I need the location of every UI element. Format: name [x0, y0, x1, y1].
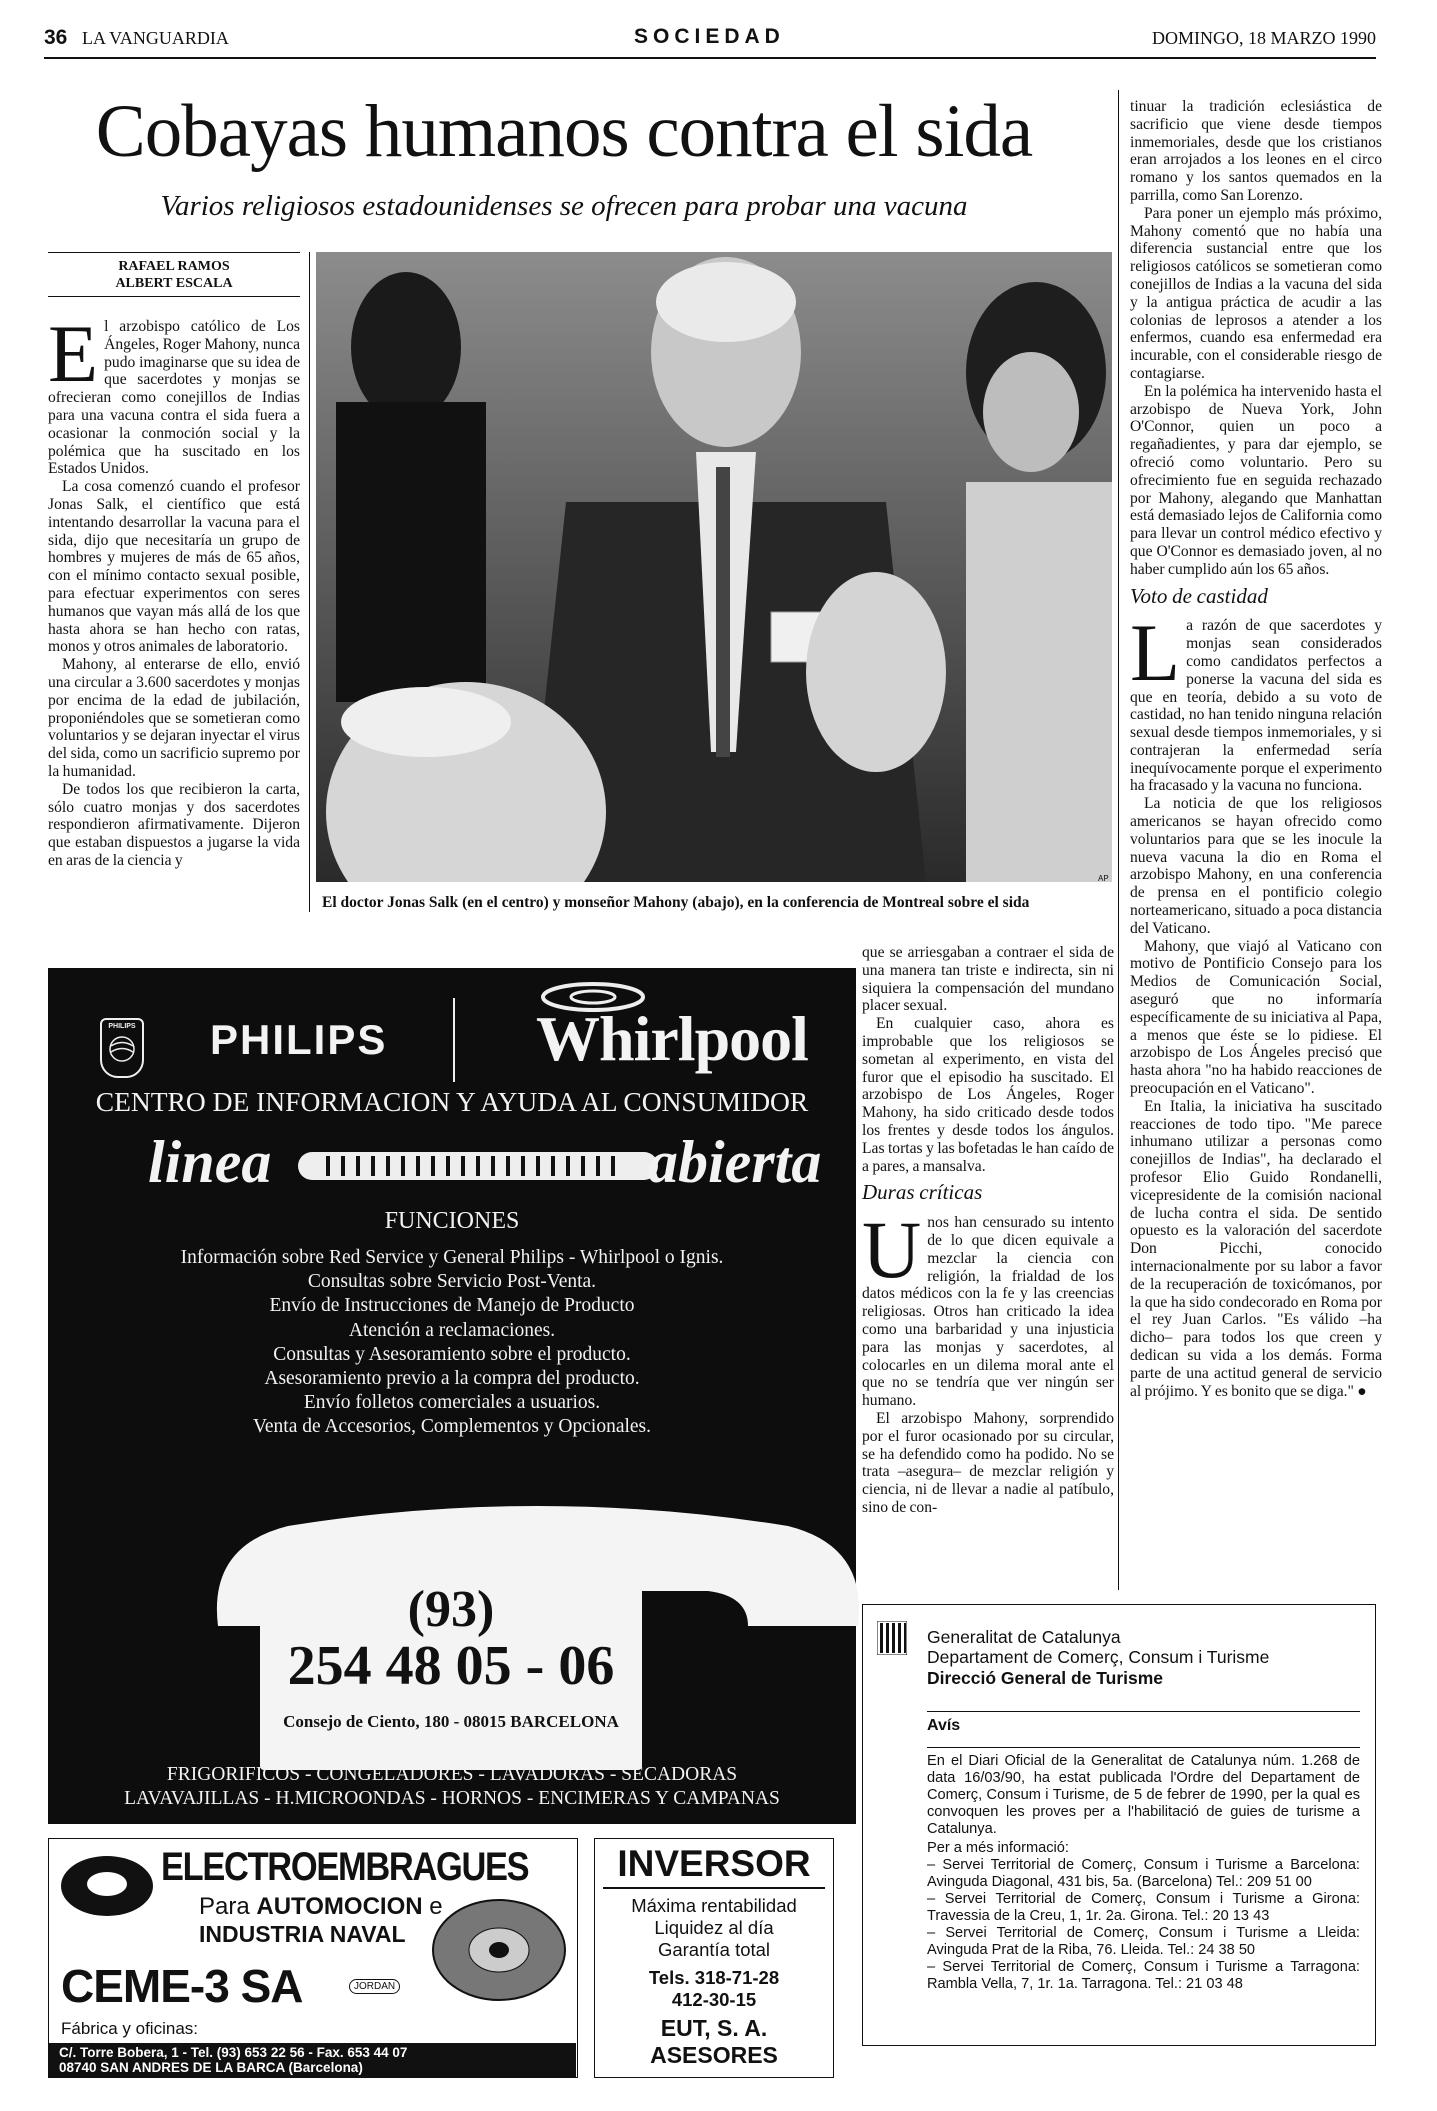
inversor-company: EUT, S. A. [660, 2015, 768, 2041]
funcion-line: Consultas sobre Servicio Post-Venta. [307, 1271, 597, 1293]
author-2: ALBERT ESCALA [115, 276, 233, 291]
e-word: e [429, 1893, 443, 1920]
electro-address-2: 08740 SAN ANDRES DE LA BARCA (Barcelona) [59, 2060, 363, 2075]
article-title: Cobayas humanos contra el sida [95, 90, 1033, 173]
funciones-list [48, 1246, 856, 1440]
right-paragraph-7 [1130, 1098, 1382, 1401]
funcion-line: Atención a reclamaciones. [348, 1319, 556, 1341]
generalitat-emblem-icon [877, 1621, 907, 1655]
clutch-disc-icon [429, 1895, 569, 2005]
article-subtitle: Varios religiosos estadounidenses se ofrecen para probar una vacuna [160, 190, 968, 222]
avis-body [927, 1753, 1360, 1993]
article-column-mid [862, 944, 1114, 1517]
linea-word: linea [148, 1129, 272, 1195]
electro-address-1: C/. Torre Bobera, 1 - Tel. (93) 653 22 56 - Fax. 653 44 07 [59, 2045, 408, 2060]
automocion-line [199, 1893, 443, 1921]
dropcap-l: L [1130, 607, 1181, 699]
inversor-ad [594, 1838, 834, 2078]
inversor-title: INVERSOR [617, 1843, 811, 1884]
avis-office: – Servei Territorial de Comerç, Consum i Turisme a Girona: Travessia de la Creu, 1, 1r. 2a. Girona. Tel.: 20 13 43 [927, 1891, 1360, 1924]
ceme-brand: CEME-3 SA [61, 1960, 303, 2012]
mid-paragraph-1: que se arriesgaban a contraer el sida de una manera tan triste e indirecta, sin ni siquiera la compensación del mundano placer sexual. [862, 944, 1114, 1015]
right-paragraph-4: a razón de que sacerdotes y monjas sean considerados como candidatos perfectos a ponerse la vacuna del sida es que en teoría, debido a su voto de castidad, no han tenido ninguna relación sexual desde tiempos inmemoriales, y si contrajeran la enfermedad sería inequívocamente porque el experimento ha fracasado y la vacuna no funciona. [1130, 617, 1382, 795]
electroembragues-title: ELECTROEMBRAGUES [161, 1845, 529, 1889]
news-photo [316, 252, 1112, 882]
fabrica-label: Fábrica y oficinas: [61, 2019, 198, 2038]
phone-cord-icon [298, 1146, 658, 1186]
avis-office: – Servei Territorial de Comerç, Consum i Turisme a Barcelona: Avinguda Diagonal, 431 bis, 5a. (Barcelona) Tel.: 209 51 00 [927, 1857, 1360, 1890]
col1-paragraph-3: Mahony, al enterarse de ello, envió una circular a 3.600 sacerdotes y monjas por encima de la edad de jubilación, proponiéndoles que se sometieran como voluntarios y se dejaran inyectar el virus del sida, como un sacrificio supremo por la humanidad. [48, 656, 300, 780]
generalitat-rule-1 [927, 1711, 1360, 1712]
funcion-line: Venta de Accesorios, Complementos y Opcionales. [252, 1416, 652, 1438]
page-header [44, 22, 1376, 52]
right-paragraph-1: tinuar la tradición eclesiástica de sacrificio que viene desde tiempos inmemoriales, desde que los cristianos eran arrojados a los leones en el circo romano y los santos quemados en la parrilla, como San Lorenzo. [1130, 98, 1382, 204]
inversor-tel-2: 412-30-15 [671, 1989, 757, 2010]
mid-paragraph-3: nos han censurado su intento de lo que dicen equivale a mezclar la ciencia con religión, la frialdad de los datos médicos con la fe y las creencias religiosas. Otros han criticado la idea como una barbaridad y una injusticia para las monjas y sacerdotes, al colocarles en un dilema moral ante el que no se tendría que ver ningún ser humano. [862, 1214, 1114, 1410]
col1-paragraph-4: De todos los que recibieron la carta, sólo cuatro monjas y dos sacerdotes respondieron afirmativamente. Dijeron que estaban dispuestos a jugarse la vida en aras de la ciencia y [48, 780, 300, 869]
subhead-voto-de-castidad: Voto de castidad [1130, 583, 1268, 608]
funcion-line: Envío de Instrucciones de Manejo de Producto [269, 1295, 635, 1317]
avis-office: – Servei Territorial de Comerç, Consum i Turisme a Tarragona: Rambla Vella, 7, 1r. 1a. Tarragona. Tel.: 21 03 48 [927, 1959, 1360, 1992]
clutch-ring-icon [57, 1851, 157, 1921]
inversor-line-2: Liquidez al día [654, 1917, 774, 1938]
dropcap-u: U [862, 1204, 922, 1296]
photo-caption: El doctor Jonas Salk (en el centro) y monseñor Mahony (abajo), en la conferencia de Montreal sobre el sida [322, 894, 1030, 911]
ad-address: Consejo de Ciento, 180 - 08015 BARCELONA [283, 1712, 619, 1731]
generalitat-org-3: Direcció General de Turisme [927, 1668, 1164, 1688]
subhead-duras-criticas: Duras críticas [862, 1180, 983, 1205]
header-rule [44, 57, 1376, 59]
avis-heading: Avís [927, 1717, 961, 1734]
phone-prefix: (93) [407, 1581, 495, 1638]
byline-rule-top [48, 252, 300, 253]
philips-badge [100, 1018, 144, 1078]
col1-paragraph-1: l arzobispo católico de Los Ángeles, Roger Mahony, nunca pudo imaginarse que su idea de que sacerdotes y monjas se ofrecieran como conejillos de Indias para una vacuna contra el sida fuera a ocasionar la conmoción social y la polémica que ha suscitado en los Estados Unidos. [48, 318, 300, 478]
generalitat-notice [862, 1604, 1376, 2046]
jordan-badge: JORDAN [349, 1979, 400, 1994]
inversor-sub: ASESORES [650, 2042, 778, 2068]
section-name: SOCIEDAD [634, 25, 785, 48]
logo-divider [453, 998, 455, 1082]
whirlpool-logo: Whirlpool [536, 1003, 808, 1074]
generalitat-rule-2 [927, 1747, 1360, 1748]
right-paragraph-3: En la polémica ha intervenido hasta el arzobispo de Nueva York, John O'Connor, quien un poco a regañadientes, y para dar ejemplo, se ofreció como voluntario. Pero su ofrecimiento fue en seguida rechazado por Mahony, alegando que Manhattan está demasiado lejos de California como para llevar un control médico efectivo y que O'Connor es demasiado joven, al no haber cumplido aún los 65 años. [1130, 382, 1382, 578]
centro-info-heading: CENTRO DE INFORMACION Y AYUDA AL CONSUMIDOR [95, 1086, 809, 1117]
funcion-line: Consultas y Asesoramiento sobre el producto. [273, 1343, 631, 1365]
avis-paragraph: En el Diari Oficial de la Generalitat de Catalunya núm. 1.268 de data 16/03/90, ha estat publicada l'Ordre del Departament de Comerç, Consum i Turisme, de 5 de febrer de 1990, per la qual es convoquen les proves per a l'habilitació de guies de turisme a Catalunya. [927, 1753, 1360, 1837]
philips-logo: PHILIPS [210, 1016, 388, 1063]
generalitat-org-2: Departament de Comerç, Consum i Turisme [927, 1647, 1270, 1667]
col1-paragraph-2: La cosa comenzó cuando el profesor Jonas Salk, el científico que está intentando desarrollar la vacuna para el sida, dijo que necesitaría un grupo de hombres y mujeres de más de 65 años, con el mínimo contacto sexual posible, para efectuar experimentos con seres humanos que vayan más allá de los que hasta ahora se han hecho con ratas, monos y otros animales de laboratorio. [48, 478, 300, 656]
linea-abierta-logo [88, 1128, 822, 1196]
generalitat-org-1: Generalitat de Catalunya [927, 1627, 1121, 1647]
funcion-line: Envío folletos comerciales a usuarios. [303, 1392, 601, 1414]
abierta-word: abierta [648, 1129, 822, 1195]
right-column-divider [1118, 90, 1119, 1590]
products-line-2: LAVAVAJILLAS - H.MICROONDAS - HORNOS - ENCIMERAS Y CAMPANAS [124, 1788, 780, 1809]
byline [48, 258, 300, 292]
electroembragues-ad [48, 1838, 578, 2078]
article-column-right [1130, 98, 1382, 1400]
products-line-1: FRIGORIFICOS - CONGELADORES - LAVADORAS - SECADORAS [166, 1764, 738, 1785]
philips-whirlpool-ad [48, 968, 856, 1824]
funcion-line: Información sobre Red Service y General Philips - Whirlpool o Ignis. [180, 1247, 724, 1268]
end-mark: ● [1357, 1382, 1367, 1400]
right-paragraph-6: Mahony, que viajó al Vaticano con motivo de Pontificio Consejo para los Medios de Comunicación Social, aseguró que no informaría específicamente de su iniciativa al Papa, a menos que éste se lo pidiese. El arzobispo de Los Ángeles precisó que hasta ahora "no ha habido reacciones de preocupación en el Vaticano". [1130, 937, 1382, 1098]
newspaper-name: LA VANGUARDIA [82, 28, 229, 48]
industria-naval: INDUSTRIA NAVAL [199, 1921, 406, 1947]
article-column-1 [48, 308, 300, 870]
page-number: 36 [44, 26, 68, 49]
right-paragraph-5: La noticia de que los religiosos americanos se hayan ofrecido como voluntarios para que se les inocule la nueva vacuna la dio en Roma el arzobispo Mahony, en una conferencia de prensa en el pontificio colegio norteamericano, situado a poca distancia del Vaticano. [1130, 795, 1382, 937]
phone-number: 254 48 05 - 06 [287, 1635, 615, 1697]
inversor-line-1: Máxima rentabilidad [631, 1895, 797, 1916]
inversor-tel-1: Tels. 318-71-28 [648, 1967, 780, 1988]
inversor-line-3: Garantía total [657, 1939, 771, 1960]
byline-rule-bottom [48, 296, 300, 297]
funciones-heading: FUNCIONES [384, 1208, 520, 1234]
mid-paragraph-2: En cualquier caso, ahora es improbable que los religiosos se sometan al experimento, en vista del furor que el episodio ha suscitado. El arzobispo de Los Ángeles, Roger Mahony, ha sido criticado desde todos los frentes y desde todos los ángulos. Las tortas y las bofetadas le han caído de a pares, a mansalva. [862, 1015, 1114, 1175]
right-paragraph-7-text: En Italia, la iniciativa ha suscitado reacciones de todo tipo. "Me parece inhumano utilizar a personas como conejillos de Indias", ha declarado el profesor Elio Guido Rondanelli, vicepresidente de la comisión nacional de lucha contra el sida. De sentido opuesto es la valoración del sacerdote Don Picchi, conocido internacionalmente por su labor a favor de la recuperación de toxicómanos, por la que ha sido condecorado en Roma por el rey Juan Carlos. "Es válido –ha dicho– para todos los que creen y dedican su vida a los demás. Forma parte de una actitud general de servicio al prójimo. Y es bonito que se diga." [1130, 1097, 1382, 1400]
dropcap-e: E [48, 308, 99, 399]
author-1: RAFAEL RAMOS [118, 259, 230, 274]
para-word: Para [199, 1893, 250, 1920]
philips-shield-icon [107, 1034, 137, 1064]
photo-credit: AP [1098, 874, 1109, 883]
issue-date: DOMINGO, 18 MARZO 1990 [1152, 28, 1376, 48]
right-paragraph-2: Para poner un ejemplo más próximo, Mahony comentó que no había una diferencia sustancial entre que los religiosos católicos se sometieran como conejillos de Indias a la vacuna del sida y la antigua práctica de acudir a las colonias de leprosos a atender a los enfermos, cuando esa enfermedad era incurable, con el considerable riesgo de contagiarse. [1130, 204, 1382, 382]
mid-paragraph-4: El arzobispo Mahony, sorprendido por el furor ocasionado por su circular, se ha defendido como ha podido. No se trata –asegura– de mezclar religión y ciencia, ni de llevar a nadie al patíbulo, sino de con- [862, 1409, 1114, 1516]
photo-scene [316, 252, 1112, 882]
electro-address-bar [49, 2043, 576, 2077]
avis-info-label: Per a més informació: [927, 1840, 1069, 1856]
funcion-line: Asesoramiento previo a la compra del producto. [264, 1368, 640, 1390]
philips-badge-text: PHILIPS [108, 1023, 136, 1030]
automocion-word: AUTOMOCION [256, 1893, 423, 1920]
avis-office: – Servei Territorial de Comerç, Consum i Turisme a Lleida: Avinguda Prat de la Riba, 76. Lleida. Tel.: 24 38 50 [927, 1925, 1360, 1958]
inversor-rule [603, 1887, 825, 1889]
photo-divider [309, 252, 310, 912]
